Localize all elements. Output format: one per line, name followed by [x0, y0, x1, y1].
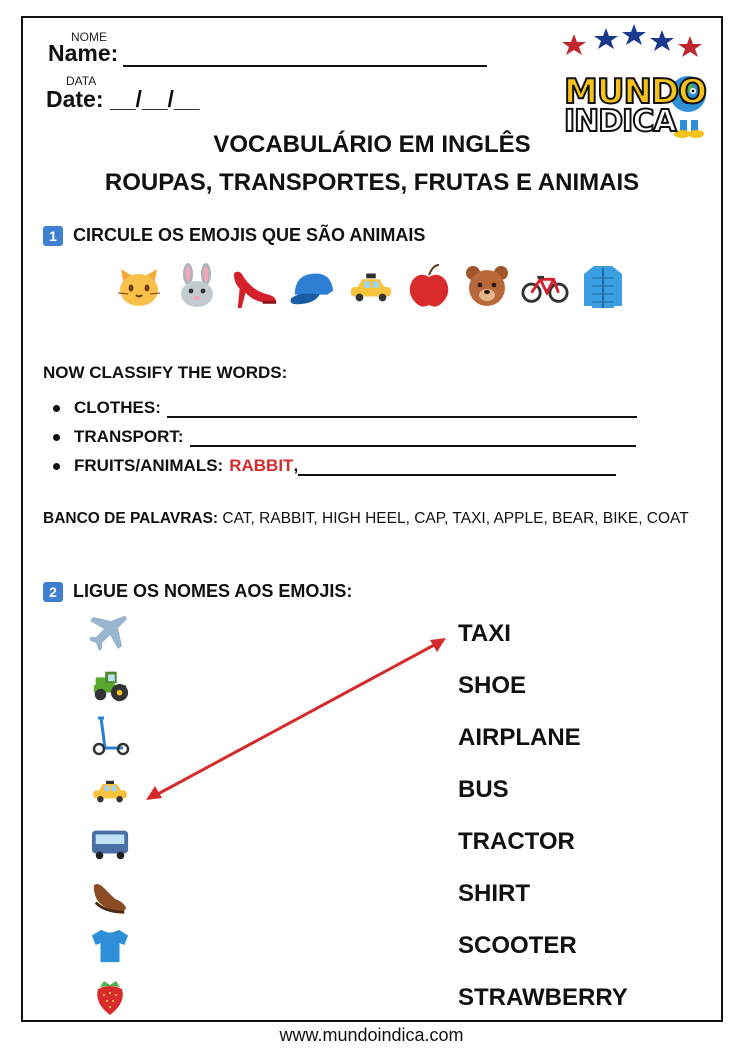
match-word-5[interactable]: TRACTOR [458, 828, 575, 855]
classify-label-clothes: CLOTHES: [74, 398, 161, 417]
classify-label-fruits-animals: FRUITS/ANIMALS: [74, 456, 224, 475]
match-word-8[interactable]: STRAWBERRY [458, 984, 628, 1011]
example-arrow-line [156, 644, 436, 795]
word-bank-words: CAT, RABBIT, HIGH HEEL, CAP, TAXI, APPLE, BEAR, BIKE, COAT [222, 510, 689, 527]
word-bank-label: BANCO DE PALAVRAS: [43, 510, 219, 527]
match-word-3[interactable]: AIRPLANE [458, 724, 581, 751]
section-1-number-badge: 1 [43, 226, 63, 246]
match-word-1[interactable]: TAXI [458, 620, 511, 647]
classify-label-transport: TRANSPORT: [74, 427, 184, 446]
date-label[interactable]: Date: __/__/__ [46, 86, 200, 112]
footer-url[interactable]: www.mundoindica.com [279, 1025, 464, 1045]
match-word-7[interactable]: SCOOTER [458, 932, 577, 959]
match-word-4[interactable]: BUS [458, 776, 509, 803]
date-small-label: DATA [66, 74, 97, 88]
logo-text-mundo: MUNDO [564, 72, 707, 112]
match-word-2[interactable]: SHOE [458, 672, 527, 699]
name-small-label: NOME [71, 30, 107, 44]
logo-text-indica: INDICA [564, 104, 676, 139]
classify-example-rabbit: RABBIT [229, 456, 294, 475]
classify-heading: NOW CLASSIFY THE WORDS: [43, 363, 288, 382]
title-line-2: ROUPAS, TRANSPORTES, FRUTAS E ANIMAIS [104, 169, 640, 196]
match-word-6[interactable]: SHIRT [458, 880, 530, 907]
classify-separator: , [293, 456, 299, 475]
section-2-heading-text: LIGUE OS NOMES AOS EMOJIS: [73, 581, 353, 601]
name-label: Name: [48, 40, 119, 66]
section-2-number-badge: 2 [43, 582, 63, 602]
section-1-heading-text: CIRCULE OS EMOJIS QUE SÃO ANIMAIS [73, 225, 426, 245]
title-line-1: VOCABULÁRIO EM INGLÊS [213, 131, 531, 158]
